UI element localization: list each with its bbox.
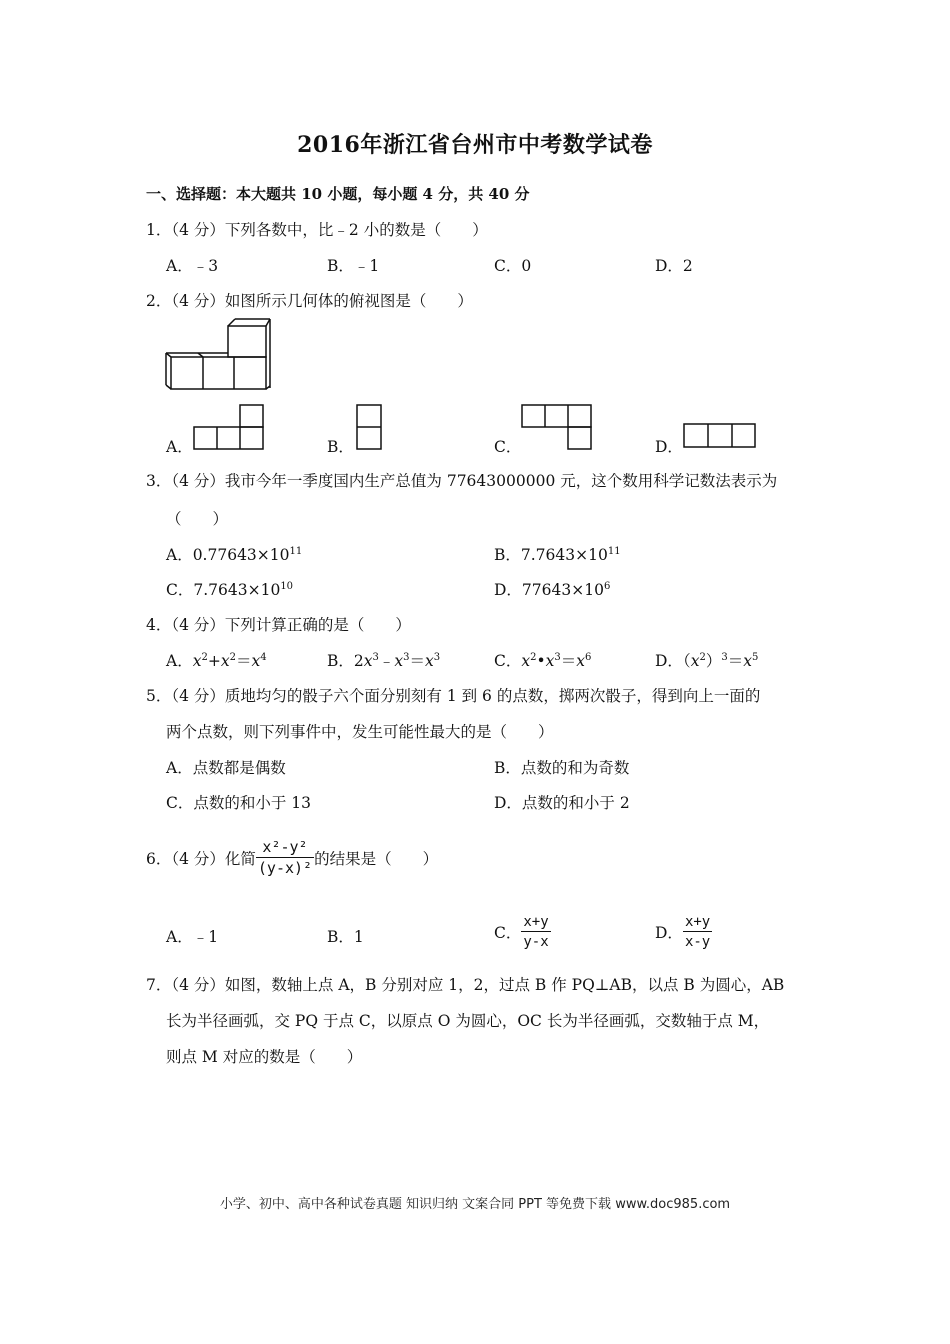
question-6-option-b: B．1 bbox=[327, 928, 364, 946]
question-5-option-c: C．点数的和小于 13 bbox=[166, 794, 312, 812]
question-3-stem-line1: 3．（4 分）我市今年一季度国内生产总值为 77643000000 元，这个数用科学记数法表示为 bbox=[146, 472, 778, 490]
question-4-option-d: D．$(x^2)^3=x^5$ bbox=[655, 651, 759, 670]
option-d-fraction: $\frac{x+y}{x-y}$ bbox=[684, 913, 711, 950]
question-1-option-c: C．0 bbox=[494, 257, 532, 275]
question-2-option-c: C． bbox=[494, 438, 522, 456]
question-1-option-d: D．2 bbox=[655, 257, 693, 275]
question-5-stem-line2: 两个点数，则下列事件中，发生可能性最大的是（ ） bbox=[166, 723, 554, 741]
question-6-fraction bbox=[256, 839, 314, 878]
question-6-stem bbox=[146, 830, 438, 886]
option-c-view-icon bbox=[521, 404, 593, 450]
question-2-option-b: B． bbox=[327, 438, 354, 456]
question-7-line3: 则点 M 对应的数是（ ） bbox=[166, 1048, 363, 1066]
option-c-fraction: $\frac{x+y}{y-x}$ bbox=[523, 913, 549, 950]
question-6-stem-pre: 6．（4 分）化简 bbox=[146, 850, 256, 868]
question-4-option-a: A．$x^2+x^2=x^4$ bbox=[166, 651, 267, 670]
question-3-option-c: C．$7.7643\times 10^{10}$ bbox=[166, 580, 294, 599]
question-2-option-d: D． bbox=[655, 438, 683, 456]
question-4-option-c: C．$x^2•x^3=x^6$ bbox=[494, 651, 592, 670]
question-6-option-d: D． $\frac{x+y}{x-y}$ bbox=[655, 913, 711, 950]
question-4-option-b: B．$2x^3﹣x^3=x^3$ bbox=[327, 651, 441, 670]
option-d-view-icon bbox=[683, 423, 757, 449]
question-5-option-d: D．点数的和小于 2 bbox=[494, 794, 630, 812]
question-5-option-a: A．点数都是偶数 bbox=[166, 759, 286, 777]
geometric-solid-figure bbox=[162, 318, 272, 392]
section-heading: 一、选择题：本大题共 10 小题，每小题 4 分，共 40 分 bbox=[146, 185, 530, 203]
question-7-line1: 7．（4 分）如图，数轴上点 A，B 分别对应 1，2，过点 B 作 PQ⊥AB，以点 B 为圆心，AB bbox=[146, 976, 785, 994]
question-2-stem: 2．（4 分）如图所示几何体的俯视图是（ ） bbox=[146, 292, 473, 310]
question-3-stem-line2: （ ） bbox=[166, 510, 229, 528]
question-5-stem-line1: 5．（4 分）质地均匀的骰子六个面分别刻有 1 到 6 的点数，掷两次骰子，得到向上一面的 bbox=[146, 687, 761, 705]
question-2-option-a: A． bbox=[166, 438, 193, 456]
question-6-option-a: A．﹣1 bbox=[166, 928, 219, 946]
question-6-stem-post: 的结果是（ ） bbox=[314, 850, 439, 868]
question-5-option-b: B．点数的和为奇数 bbox=[494, 759, 630, 777]
question-6-numerator: x²-y² bbox=[256, 839, 314, 858]
question-1-option-a: A．﹣3 bbox=[166, 257, 219, 275]
question-4-stem: 4．（4 分）下列计算正确的是（ ） bbox=[146, 616, 411, 634]
option-a-view-icon bbox=[193, 404, 265, 450]
question-3-option-d: D．$77643\times 10^6$ bbox=[494, 580, 611, 599]
question-1-option-b: B．﹣1 bbox=[327, 257, 380, 275]
question-1-stem: 1．（4 分）下列各数中，比﹣2 小的数是（ ） bbox=[146, 221, 488, 239]
document-title: 2016年浙江省台州市中考数学试卷 bbox=[297, 132, 653, 158]
page-footer: 小学、初中、高中各种试卷真题 知识归纳 文案合同 PPT 等免费下载 www.doc985.com bbox=[219, 1197, 731, 1212]
option-b-view-icon bbox=[356, 404, 384, 450]
question-7-line2: 长为半径画弧，交 PQ 于点 C，以原点 O 为圆心，OC 长为半径画弧，交数轴于点 M， bbox=[166, 1012, 770, 1030]
question-3-option-a: A．$0.77643\times 10^{11}$ bbox=[166, 545, 303, 564]
question-6-option-c: C． $\frac{x+y}{y-x}$ bbox=[494, 913, 549, 950]
question-6-denominator: (y-x)² bbox=[257, 859, 313, 877]
question-3-option-b: B．$7.7643\times 10^{11}$ bbox=[494, 545, 621, 564]
